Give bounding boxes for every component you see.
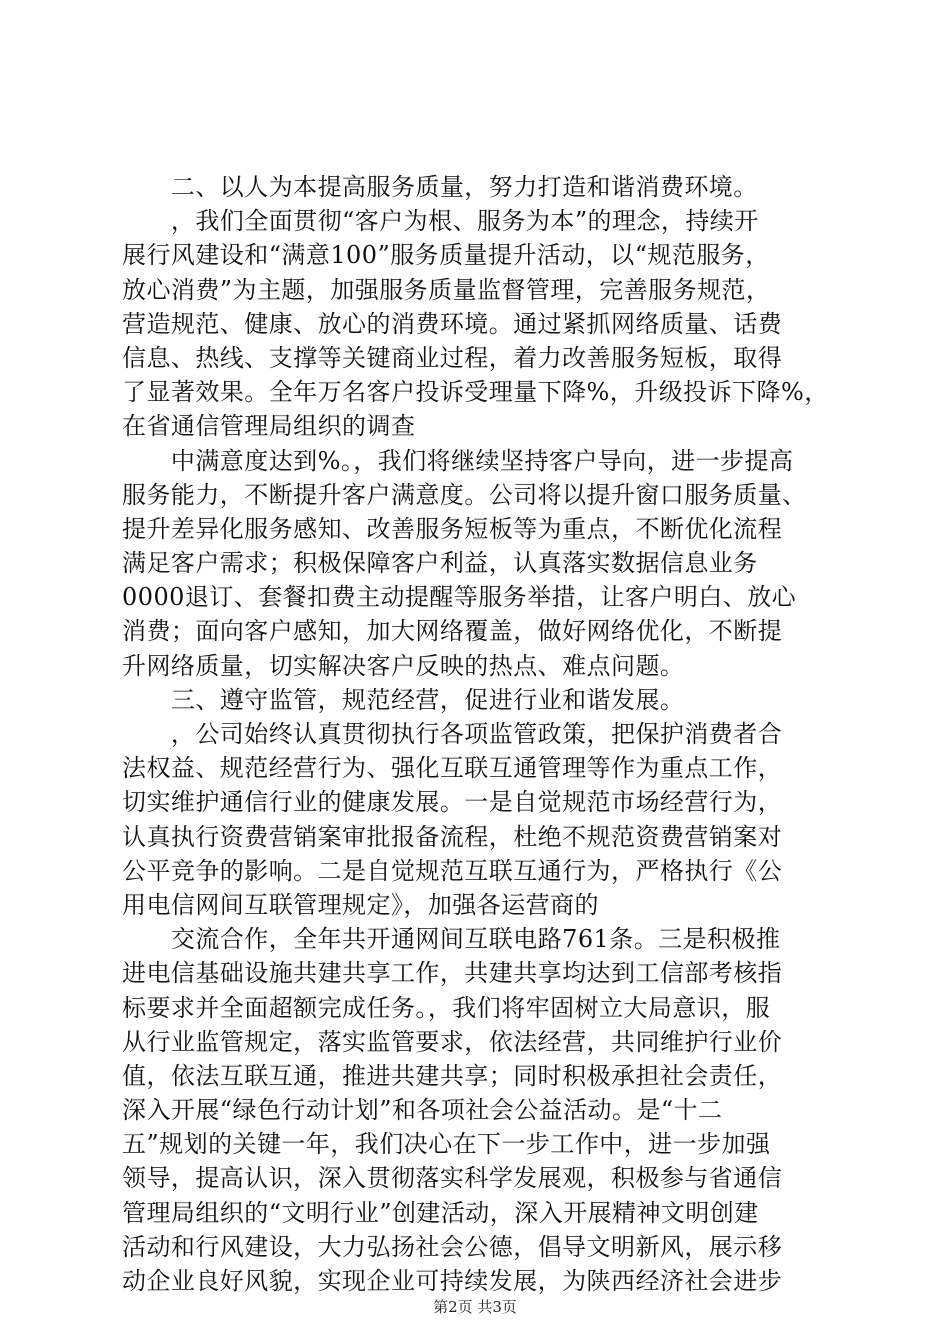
text-line: 展行风建设和“满意100”服务质量提升活动，以“规范服务， [122, 241, 770, 270]
page-footer: 第2页 共3页 [433, 1298, 517, 1316]
text-line: 服务能力，不断提升客户满意度。公司将以提升窗口服务质量、 [122, 480, 807, 509]
text-line: 五”规划的关键一年，我们决心在下一步工作中，进一步加强 [122, 1130, 771, 1159]
text-line: 切实维护通信行业的健康发展。一是自觉规范市场经营行为， [122, 788, 783, 817]
text-line: ，我们全面贯彻“客户为根、服务为本”的理念，持续开 [122, 207, 759, 236]
text-line: 活动和行风建设，大力弘扬社会公德，倡导文明新风，展示移 [122, 1232, 783, 1261]
body-text [122, 170, 834, 1298]
text-line: 领导，提高认识，深入贯彻落实科学发展观，积极参与省通信 [122, 1164, 783, 1193]
text-line: 了显著效果。全年万名客户投诉受理量下降%，升级投诉下降%， [122, 378, 829, 407]
text-line: 信息、热线、支撑等关键商业过程，着力改善服务短板，取得 [122, 343, 783, 372]
text-line: 二、以人为本提高服务质量，努力打造和谐消费环境。 [122, 173, 758, 201]
text-line: 0000退订、套餐扣费主动提醒等服务举措，让客户明白、放心 [122, 583, 797, 612]
text-line: ，公司始终认真贯彻执行各项监管政策，把保护消费者合 [122, 720, 783, 748]
text-line: 营造规范、健康、放心的消费环境。通过紧抓网络质量、话费 [122, 309, 783, 338]
text-line: 消费；面向客户感知，加大网络覆盖，做好网络优化，不断提 [122, 617, 783, 646]
text-line: 升网络质量，切实解决客户反映的热点、难点问题。 [122, 651, 685, 680]
text-line: 法权益、规范经营行为、强化互联互通管理等作为重点工作， [122, 754, 783, 783]
text-line: 公平竞争的影响。二是自觉规范互联互通行为，严格执行《公 [122, 856, 783, 885]
text-line: 管理局组织的“文明行业”创建活动，深入开展精神文明创建 [122, 1198, 759, 1227]
text-line: 中满意度达到%。，我们将继续坚持客户导向，进一步提高 [122, 446, 794, 475]
text-line: 满足客户需求；积极保障客户利益，认真落实数据信息业务 [122, 549, 758, 578]
text-line: 提升差异化服务感知、改善服务短板等为重点，不断优化流程 [122, 514, 783, 543]
text-line: 标要求并全面超额完成任务。，我们将牢固树立大局意识，服 [122, 993, 771, 1022]
text-line: 用电信网间互联管理规定》，加强各运营商的 [122, 890, 599, 919]
text-line: 动企业良好风貌，实现企业可持续发展，为陕西经济社会进步 [122, 1267, 783, 1295]
text-line: 认真执行资费营销案审批报备流程，杜绝不规范资费营销案对 [122, 822, 783, 851]
text-line: 进电信基础设施共建共享工作，共建共享均达到工信部考核指 [122, 959, 783, 988]
text-line: 三、遵守监管，规范经营，促进行业和谐发展。 [122, 685, 685, 714]
text-line: 放心消费”为主题，加强服务质量监督管理，完善服务规范， [122, 275, 771, 304]
text-line: 深入开展“绿色行动计划”和各项社会公益活动。是“十二 [122, 1096, 723, 1125]
text-line: 从行业监管规定，落实监管要求，依法经营，共同维护行业价 [122, 1027, 783, 1056]
text-line: 在省通信管理局组织的调查 [122, 412, 416, 441]
text-line: 交流合作，全年共开通网间互联电路761条。三是积极推 [122, 925, 781, 954]
text-line: 值，依法互联互通，推进共建共享；同时积极承担社会责任， [122, 1061, 783, 1090]
